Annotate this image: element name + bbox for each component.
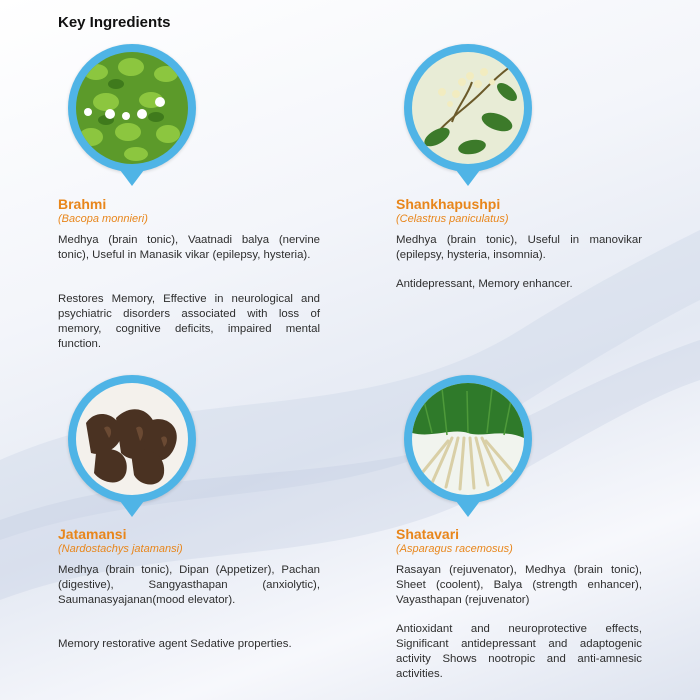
ingredient-name: Brahmi: [58, 196, 107, 212]
ingredient-name: Jatamansi: [58, 526, 127, 542]
ingredient-description: Medhya (brain tonic), Useful in manovikar (epilepsy, hysteria, insomnia).: [396, 234, 642, 261]
plant-icon: [412, 383, 524, 495]
shatavari-photo: [412, 383, 524, 495]
ingredient-photo-pin: [404, 375, 532, 503]
ingredient-name: Shatavari: [396, 526, 460, 542]
ingredient-latin-name: (Asparagus racemosus): [396, 543, 513, 555]
jatamansi-photo: [76, 383, 188, 495]
page-title: Key Ingredients: [58, 14, 171, 31]
ingredient-benefits: Antidepressant, Memory enhancer.: [396, 278, 573, 290]
ingredient-latin-name: (Celastrus paniculatus): [396, 213, 509, 225]
ingredient-latin-name: (Nardostachys jatamansi): [58, 543, 183, 555]
ingredient-photo-pin: [68, 44, 196, 172]
ingredient-photo-pin: [68, 375, 196, 503]
ingredient-description: Medhya (brain tonic), Vaatnadi balya (nervine tonic), Useful in Manasik vikar (epilepsy, hysteria).: [58, 234, 320, 261]
root-icon: [76, 383, 188, 495]
leaf-icon: [76, 52, 188, 164]
ingredient-latin-name: (Bacopa monnieri): [58, 213, 148, 225]
flower-icon: [412, 52, 524, 164]
ingredient-photo-pin: [404, 44, 532, 172]
ingredient-benefits: Memory restorative agent Sedative properties.: [58, 638, 292, 650]
ingredient-benefits: Restores Memory, Effective in neurological and psychiatric disorders associated with loss of memory, cognitive deficits, impaired mental function.: [58, 293, 320, 350]
brahmi-photo: [76, 52, 188, 164]
ingredient-description: Rasayan (rejuvenator), Medhya (brain tonic), Sheet (coolent), Balya (strength enhancer), Vayasthapan (rejuvenator): [396, 564, 642, 606]
shankhapushpi-photo: [412, 52, 524, 164]
ingredient-name: Shankhapushpi: [396, 196, 501, 212]
ingredient-description: Medhya (brain tonic), Dipan (Appetizer), Pachan (digestive), Sangyasthapan (anxiolytic), Saumanasyajanan(mood elevator).: [58, 564, 320, 606]
ingredient-benefits: Antioxidant and neuroprotective effects, Significant antidepressant and adaptogenic activity Shows nootropic and anti-amnesic activities.: [396, 623, 642, 680]
